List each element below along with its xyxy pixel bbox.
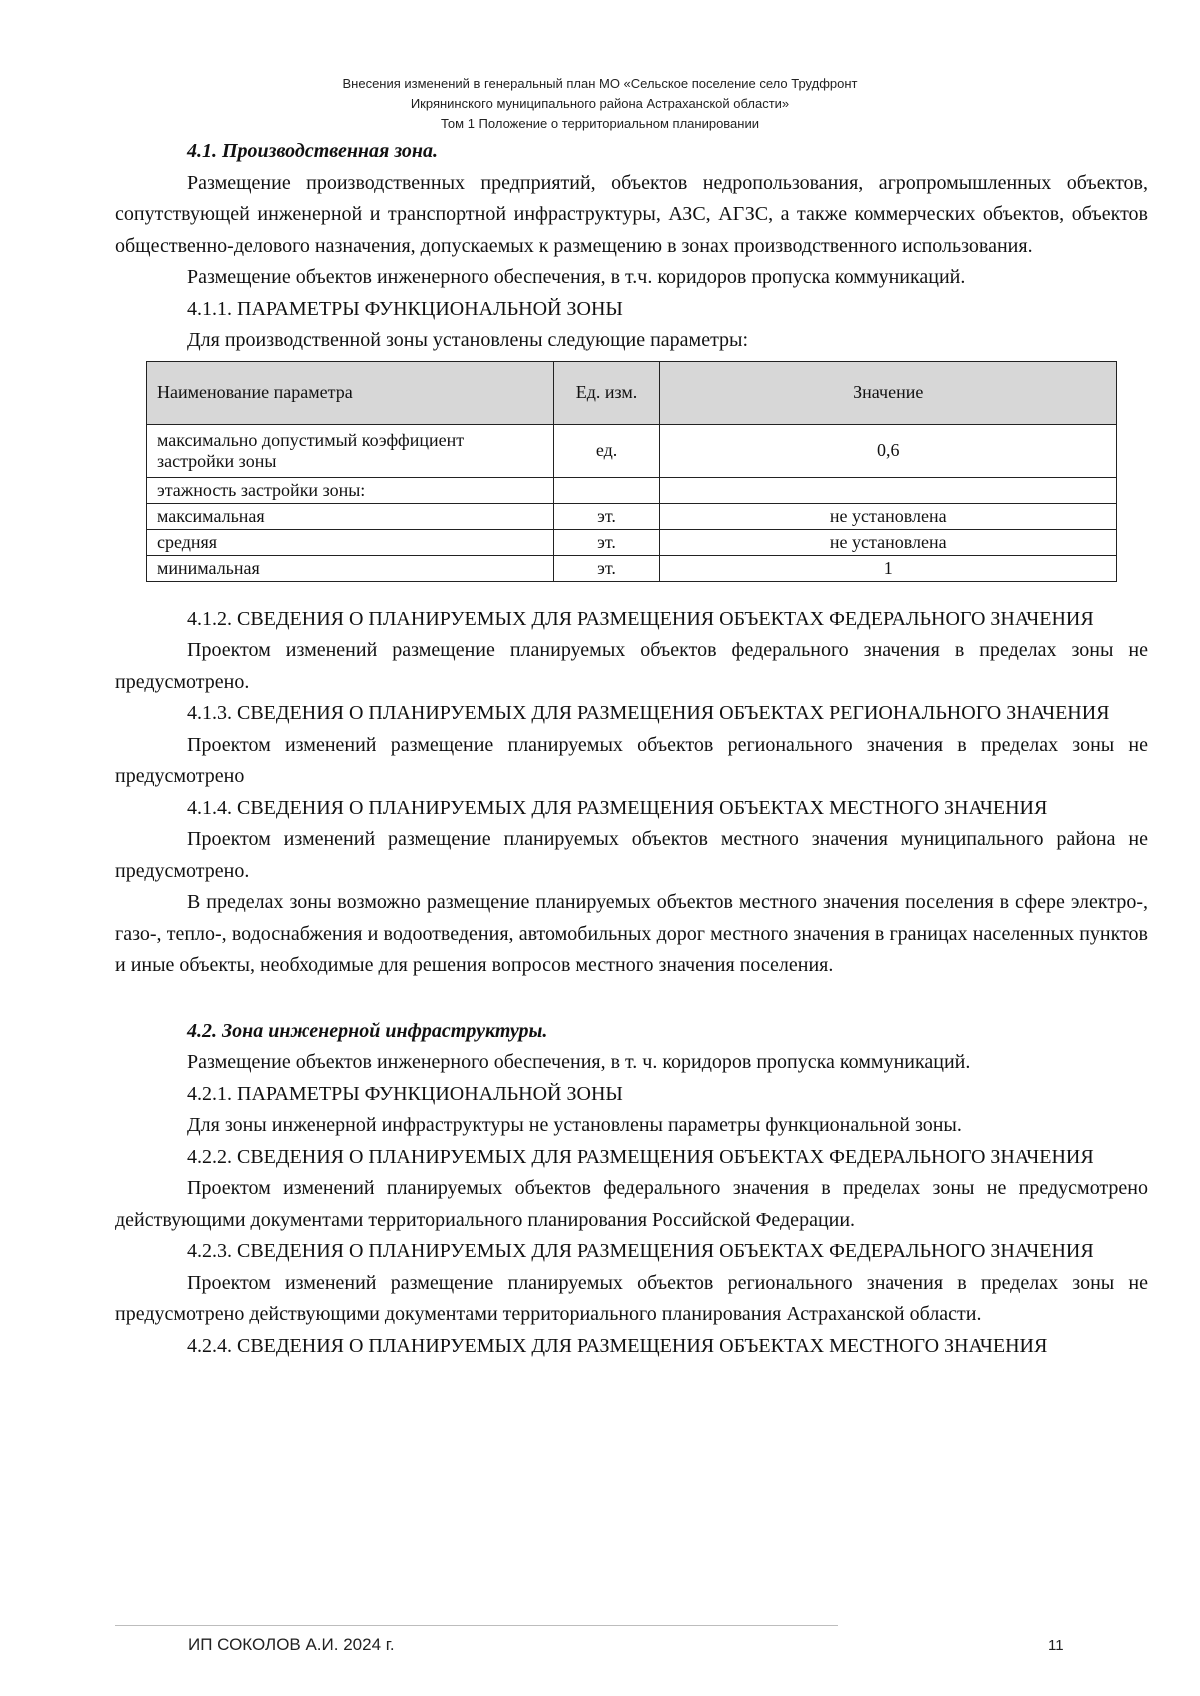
table-cell-parameter: этажность застройки зоны: bbox=[147, 477, 554, 503]
subsection-4-1-4-text-1: Проектом изменений размещение планируемых объектов местного значения муниципального района не предусмотрено. bbox=[115, 828, 1148, 882]
table-header-parameter: Наименование параметра bbox=[147, 361, 554, 424]
table-cell-unit: эт. bbox=[553, 529, 660, 555]
subsection-4-1-1-heading: 4.1.1. ПАРАМЕТРЫ ФУНКЦИОНАЛЬНОЙ ЗОНЫ bbox=[187, 297, 623, 320]
header-line-1: Внесения изменений в генеральный план МО «Сельское поселение село Трудфронт bbox=[342, 76, 858, 91]
table-cell-unit: ед. bbox=[553, 424, 660, 477]
table-cell-value: не установлена bbox=[660, 529, 1117, 555]
subsection-4-2-1-text: Для зоны инженерной инфраструктуры не установлены параметры функциональной зоны. bbox=[187, 1114, 962, 1136]
document-body bbox=[115, 136, 1148, 1362]
subsection-4-1-3-text: Проектом изменений размещение планируемых объектов регионального значения в пределах зоны не предусмотрено bbox=[115, 733, 1148, 787]
table-header-value: Значение bbox=[660, 361, 1117, 424]
subsection-4-2-3-heading: 4.2.3. СВЕДЕНИЯ О ПЛАНИРУЕМЫХ ДЛЯ РАЗМЕЩЕНИЯ ОБЪЕКТАХ ФЕДЕРАЛЬНОГО ЗНАЧЕНИЯ bbox=[187, 1240, 1094, 1262]
subsection-4-1-4-heading: 4.1.4. СВЕДЕНИЯ О ПЛАНИРУЕМЫХ ДЛЯ РАЗМЕЩЕНИЯ ОБЪЕКТАХ МЕСТНОГО ЗНАЧЕНИЯ bbox=[187, 796, 1048, 819]
table-cell-unit: эт. bbox=[553, 503, 660, 529]
table-row bbox=[147, 503, 1117, 529]
subsection-4-1-2-heading: 4.1.2. СВЕДЕНИЯ О ПЛАНИРУЕМЫХ ДЛЯ РАЗМЕЩЕНИЯ ОБЪЕКТАХ ФЕДЕРАЛЬНОГО ЗНАЧЕНИЯ bbox=[187, 607, 1094, 630]
table-header-row bbox=[147, 361, 1117, 424]
section-4-2-title: 4.2. Зона инженерной инфраструктуры. bbox=[187, 1019, 548, 1042]
footer-author: ИП СОКОЛОВ А.И. 2024 г. bbox=[188, 1635, 395, 1654]
table-cell-unit: эт. bbox=[553, 555, 660, 581]
subsection-4-1-3-heading: 4.1.3. СВЕДЕНИЯ О ПЛАНИРУЕМЫХ ДЛЯ РАЗМЕЩЕНИЯ ОБЪЕКТАХ РЕГИОНАЛЬНОГО ЗНАЧЕНИЯ bbox=[187, 702, 1110, 724]
section-4-2-paragraph-1: Размещение объектов инженерного обеспечения, в т. ч. коридоров пропуска коммуникаций. bbox=[187, 1051, 971, 1073]
subsection-4-2-2-text: Проектом изменений планируемых объектов федерального значения в пределах зоны не предусмотрено действующими документами территориального планирования Российской Федерации. bbox=[115, 1177, 1148, 1231]
page-header bbox=[0, 74, 1200, 134]
table-cell-parameter: минимальная bbox=[147, 555, 554, 581]
header-line-3: Том 1 Положение о территориальном планировании bbox=[441, 116, 759, 131]
section-4-1-paragraph-2: Размещение объектов инженерного обеспечения, в т.ч. коридоров пропуска коммуникаций. bbox=[187, 266, 966, 288]
parameters-table bbox=[146, 361, 1117, 582]
section-4-1-paragraph-3: Для производственной зоны установлены следующие параметры: bbox=[187, 329, 749, 351]
subsection-4-2-3-text: Проектом изменений размещение планируемых объектов регионального значения в пределах зоны не предусмотрено действующими документами территориального планирования Астраханской области. bbox=[115, 1271, 1148, 1325]
footer-divider bbox=[115, 1625, 838, 1626]
table-row bbox=[147, 529, 1117, 555]
table-cell-value: не установлена bbox=[660, 503, 1117, 529]
section-4-1-paragraph-1: Размещение производственных предприятий, объектов недропользования, агропромышленных объектов, сопутствующей инженерной и транспортной инфраструктуры, АЗС, АГЗС, а также коммерческих объектов, объектов общественно-делового назначения, допускаемых к размещению в зонах производственного использования. bbox=[115, 171, 1148, 257]
table-row bbox=[147, 555, 1117, 581]
table-row bbox=[147, 424, 1117, 477]
table-cell-value: 1 bbox=[660, 555, 1117, 581]
subsection-4-2-4-heading: 4.2.4. СВЕДЕНИЯ О ПЛАНИРУЕМЫХ ДЛЯ РАЗМЕЩЕНИЯ ОБЪЕКТАХ МЕСТНОГО ЗНАЧЕНИЯ bbox=[187, 1334, 1048, 1357]
header-line-2: Икрянинского муниципального района Астраханской области» bbox=[410, 96, 790, 111]
table-cell-value: 0,6 bbox=[660, 424, 1117, 477]
table-cell-parameter: средняя bbox=[147, 529, 554, 555]
section-4-1-title: 4.1. Производственная зона. bbox=[187, 140, 438, 162]
table-cell-unit bbox=[553, 477, 660, 503]
subsection-4-1-2-text: Проектом изменений размещение планируемых объектов федерального значения в пределах зоны не предусмотрено. bbox=[115, 639, 1148, 693]
table-header-unit: Ед. изм. bbox=[553, 361, 660, 424]
subsection-4-2-2-heading: 4.2.2. СВЕДЕНИЯ О ПЛАНИРУЕМЫХ ДЛЯ РАЗМЕЩЕНИЯ ОБЪЕКТАХ ФЕДЕРАЛЬНОГО ЗНАЧЕНИЯ bbox=[187, 1145, 1094, 1168]
table-row bbox=[147, 477, 1117, 503]
table-cell-value bbox=[660, 477, 1117, 503]
page-number: 11 bbox=[1048, 1637, 1064, 1654]
subsection-4-2-1-heading: 4.2.1. ПАРАМЕТРЫ ФУНКЦИОНАЛЬНОЙ ЗОНЫ bbox=[187, 1082, 623, 1105]
table-cell-parameter: максимально допустимый коэффициент застройки зоны bbox=[147, 424, 554, 477]
subsection-4-1-4-text-2: В пределах зоны возможно размещение планируемых объектов местного значения поселения в сфере электро-, газо-, тепло-, водоснабжения и водоотведения, автомобильных дорог местного значения в границах населенных пунктов и иные объекты, необходимые для решения вопросов местного значения поселения. bbox=[115, 891, 1148, 976]
table-cell-parameter: максимальная bbox=[147, 503, 554, 529]
